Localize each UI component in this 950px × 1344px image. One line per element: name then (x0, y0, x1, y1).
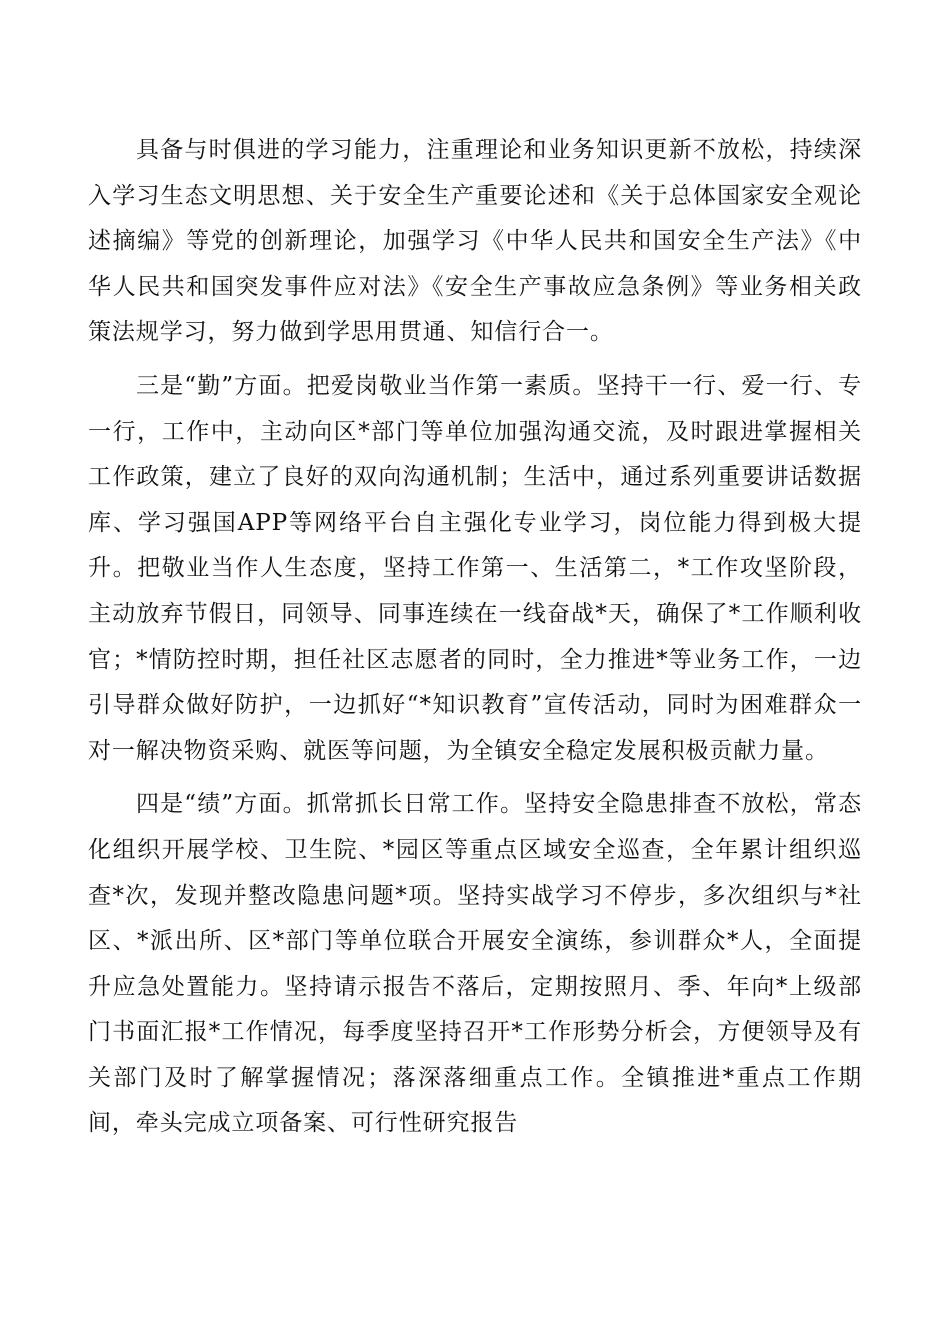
paragraph-achievement: 四是“绩”方面。抓常抓长日常工作。坚持安全隐患排查不放松，常态化组织开展学校、卫生院、*园区等重点区域安全巡查，全年累计组织巡查*次，发现并整改隐患问题*项。坚持实战学习不停步，多次组织与*社区、*派出所、区*部门等单位联合开展安全演练，参训群众*人，全面提升应急处置能力。坚持请示报告不落后，定期按照月、季、年向*上级部门书面汇报*工作情况，每季度坚持召开*工作形势分析会，方便领导及有关部门及时了解掌握情况；落深落细重点工作。全镇推进*重点工作期间，牵头完成立项备案、可行性研究报告 (88, 791, 862, 1137)
paragraph-study: 具备与时俱进的学习能力，注重理论和业务知识更新不放松，持续深入学习生态文明思想、关于安全生产重要论述和《关于总体国家安全观论述摘编》等党的创新理论，加强学习《中华人民共和国安全生产法》《中华人民共和国突发事件应对法》《安全生产事故应急条例》等业务相关政策法规学习，努力做到学思用贯通、知信行合一。 (88, 137, 862, 346)
document-body (88, 128, 862, 1155)
paragraph-diligence: 三是“勤”方面。把爱岗敬业当作第一素质。坚持干一行、爱一行、专一行，工作中，主动向区*部门等单位加强沟通交流，及时跟进掌握相关工作政策，建立了良好的双向沟通机制；生活中，通过系列重要讲话数据库、学习强国APP等网络平台自主强化专业学习，岗位能力得到极大提升。把敬业当作人生态度，坚持工作第一、生活第二，*工作攻坚阶段，主动放弃节假日，同领导、同事连续在一线奋战*天，确保了*工作顺利收官；*情防控时期，担任社区志愿者的同时，全力推进*等业务工作，一边引导群众做好防护，一边抓好“*知识教育”宣传活动，同时为困难群众一对一解决物资采购、就医等问题，为全镇安全稳定发展积极贡献力量。 (88, 372, 862, 764)
